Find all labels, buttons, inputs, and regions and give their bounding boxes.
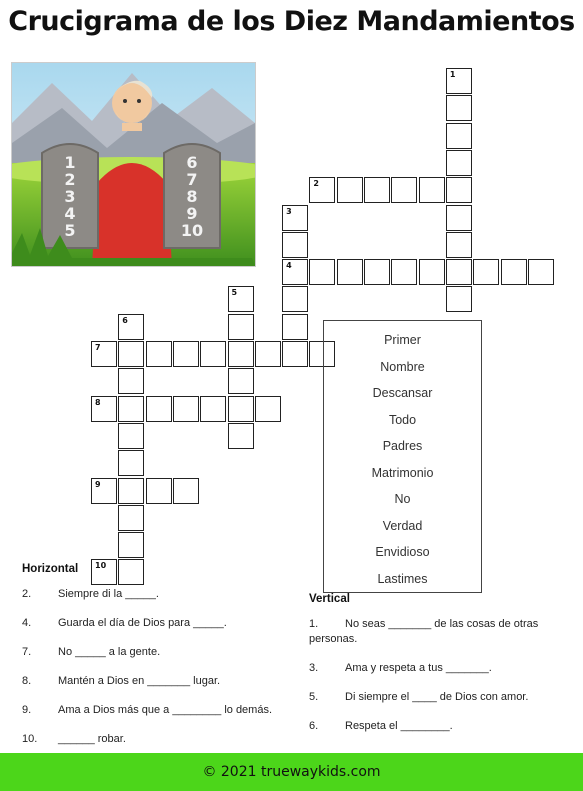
crossword-cell[interactable] <box>255 396 281 422</box>
crossword-cell[interactable] <box>91 478 117 504</box>
tablet-numeral: 6 <box>186 153 198 172</box>
clue-number: 6 <box>122 315 128 325</box>
clue-number: 3 <box>286 206 292 216</box>
crossword-cell[interactable] <box>309 177 335 203</box>
crossword-cell[interactable] <box>501 259 527 285</box>
clue-item: 4. Guarda el día de Dios para _____. <box>22 617 227 629</box>
clue-number: 5 <box>231 288 238 298</box>
vertical-clues <box>309 593 571 748</box>
tablet-numeral: 2 <box>64 170 76 189</box>
moses-illustration <box>11 62 256 267</box>
crossword-cell[interactable] <box>91 396 117 422</box>
crossword-cell[interactable] <box>173 341 199 367</box>
clue-item: 9. Ama a Dios más que a ________ lo demás. <box>22 704 273 716</box>
crossword-cell[interactable] <box>228 286 254 312</box>
crossword-cell[interactable] <box>255 341 281 367</box>
crossword-cell[interactable] <box>146 478 172 504</box>
tablet-numeral: 1 <box>64 153 76 172</box>
word-bank <box>323 320 482 593</box>
crossword-cell[interactable] <box>118 532 144 558</box>
word-bank-item: Envidioso <box>375 545 430 559</box>
crossword-cell[interactable] <box>309 259 335 285</box>
crossword-cell[interactable] <box>228 396 254 422</box>
clue-item: 1. No seas _______ de las cosas de otras personas. <box>309 618 539 645</box>
word-bank-item: Nombre <box>380 359 425 374</box>
crossword-cell[interactable] <box>200 341 226 367</box>
clue-item: 6. Respeta el ________. <box>309 720 453 732</box>
crossword-cell[interactable] <box>118 368 144 394</box>
crossword-cell[interactable] <box>228 341 254 367</box>
crossword-cell[interactable] <box>118 478 144 504</box>
crossword-cell[interactable] <box>282 341 308 367</box>
crossword-cell[interactable] <box>146 341 172 367</box>
crossword-cell[interactable] <box>446 177 472 203</box>
clue-item: 2. Siempre di la _____. <box>22 588 159 600</box>
crossword-cell[interactable] <box>446 123 472 149</box>
crossword-cell[interactable] <box>391 259 417 285</box>
crossword-cell[interactable] <box>446 205 472 231</box>
page-title: Crucigrama de los Diez Mandamientos <box>8 6 575 37</box>
clue-number: 4 <box>286 261 292 271</box>
crossword-cell[interactable] <box>282 205 308 231</box>
crossword-cell[interactable] <box>91 341 117 367</box>
clue-number: 9 <box>95 479 101 489</box>
crossword-cell[interactable] <box>337 177 363 203</box>
tablet-numeral: 7 <box>186 170 198 189</box>
word-bank-item: No <box>394 492 411 506</box>
crossword-cell[interactable] <box>118 314 144 340</box>
tablet-numeral: 5 <box>64 221 76 240</box>
clue-item: 10. ______ robar. <box>22 733 126 745</box>
clue-item: 3. Ama y respeta a tus _______. <box>309 662 492 674</box>
word-bank-item: Padres <box>382 439 423 453</box>
clue-item: 5. Di siempre el ____ de Dios con amor. <box>309 691 529 703</box>
crossword-cell[interactable] <box>446 232 472 258</box>
crossword-cell[interactable] <box>118 505 144 531</box>
clue-item: 7. No _____ a la gente. <box>22 646 161 658</box>
clue-number: 1 <box>449 70 456 79</box>
crossword-cell[interactable] <box>364 177 390 203</box>
crossword-cell[interactable] <box>282 259 308 285</box>
crossword-cell[interactable] <box>173 478 199 504</box>
crossword-cell[interactable] <box>173 396 199 422</box>
clue-number: 10 <box>95 561 107 571</box>
crossword-cell[interactable] <box>473 259 499 285</box>
word-bank-item: Lastimes <box>377 571 428 586</box>
word-bank-item: Descansar <box>372 386 433 400</box>
crossword-cell[interactable] <box>528 259 554 285</box>
tablet-numeral: 10 <box>180 221 204 240</box>
crossword-cell[interactable] <box>446 95 472 121</box>
tablet-numeral: 8 <box>186 187 198 206</box>
crossword-cell[interactable] <box>391 177 417 203</box>
crossword-cell[interactable] <box>118 341 144 367</box>
word-bank-item: Todo <box>388 412 417 427</box>
horizontal-clues <box>22 563 302 761</box>
crossword-cell[interactable] <box>282 286 308 312</box>
clue-item: 8. Mantén a Dios en _______ lugar. <box>22 675 221 687</box>
crossword-cell[interactable] <box>446 259 472 285</box>
crossword-cell[interactable] <box>118 450 144 476</box>
crossword-cell[interactable] <box>282 314 308 340</box>
crossword-cell[interactable] <box>118 396 144 422</box>
crossword-cell[interactable] <box>419 259 445 285</box>
crossword-cell[interactable] <box>446 150 472 176</box>
horizontal-heading: Horizontal <box>22 563 79 575</box>
footer-bar: © 2021 truewaykids.com <box>0 753 583 791</box>
crossword-cell[interactable] <box>228 368 254 394</box>
crossword-cell[interactable] <box>446 286 472 312</box>
crossword-cell[interactable] <box>282 232 308 258</box>
word-bank-item: Matrimonio <box>371 465 434 480</box>
word-bank-item: Verdad <box>382 518 423 533</box>
word-bank-item: Primer <box>384 333 421 347</box>
crossword-cell[interactable] <box>337 259 363 285</box>
crossword-cell[interactable] <box>446 68 472 94</box>
crossword-cell[interactable] <box>146 396 172 422</box>
tablet-numeral: 3 <box>64 187 76 206</box>
clue-number: 7 <box>95 343 101 352</box>
crossword-cell[interactable] <box>228 423 254 449</box>
crossword-cell[interactable] <box>118 423 144 449</box>
tablet-numeral: 4 <box>64 204 76 223</box>
crossword-cell[interactable] <box>228 314 254 340</box>
clue-number: 2 <box>313 179 319 189</box>
crossword-cell[interactable] <box>364 259 390 285</box>
crossword-cell[interactable] <box>200 396 226 422</box>
moses-tablets-image <box>12 63 255 266</box>
clue-number: 8 <box>95 397 101 407</box>
vertical-heading: Vertical <box>309 593 350 605</box>
crossword-cell[interactable] <box>419 177 445 203</box>
tablet-numeral: 9 <box>186 204 198 223</box>
